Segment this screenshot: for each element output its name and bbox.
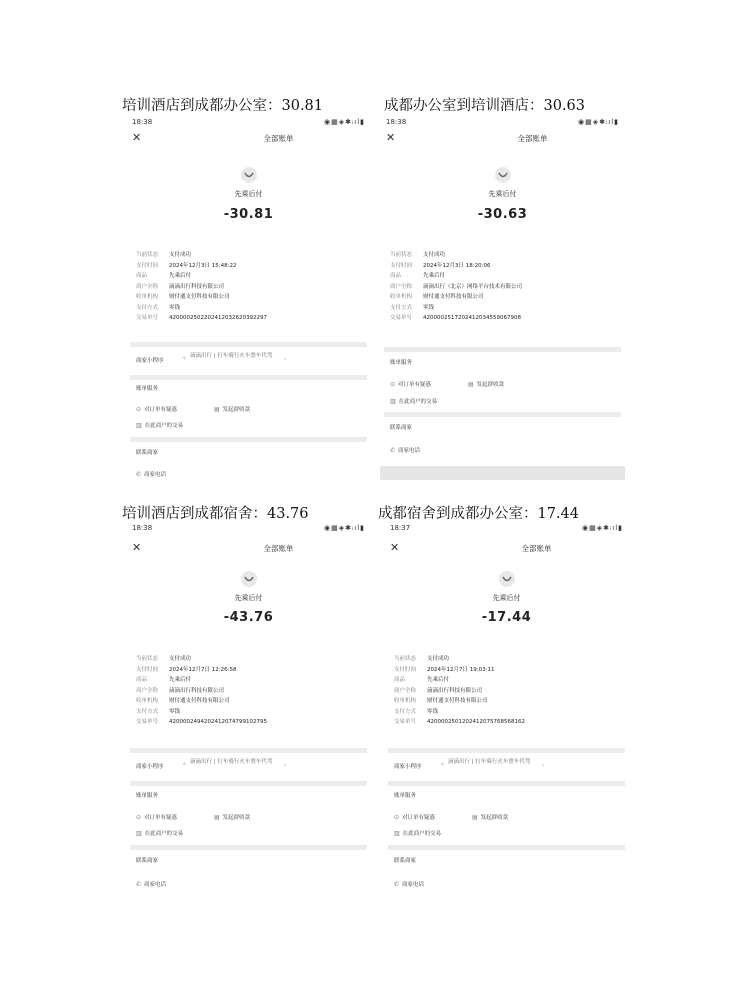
help-icon: ⊙	[390, 381, 396, 388]
detail-value: 4200002501202412075768568162	[427, 719, 525, 725]
detail-label: 商户全称	[136, 687, 159, 694]
detail-list	[390, 250, 615, 324]
page-title: 全部账单	[263, 134, 294, 143]
detail-label: 支付方式	[394, 708, 417, 715]
detail-row	[394, 696, 619, 707]
detail-row	[390, 271, 615, 282]
option-label: 发起群收款	[222, 407, 251, 413]
section-divider	[130, 342, 367, 347]
detail-list	[136, 250, 361, 324]
caption-4: 成都宿舍到成都办公室：17.44	[378, 506, 580, 522]
phone-icon: ✆	[136, 881, 142, 888]
detail-row	[394, 654, 619, 665]
detail-label: 支付时间	[394, 666, 417, 673]
section-divider	[130, 437, 367, 442]
phone-icon: ✆	[394, 881, 400, 888]
detail-value: 财付通支付科技有限公司	[423, 294, 484, 300]
detail-row	[136, 292, 361, 303]
group-collect-option[interactable]	[214, 405, 250, 413]
amount: -17.44	[481, 610, 532, 625]
detail-label: 当前状态	[136, 656, 159, 662]
mini-program-icon: ✧	[182, 355, 188, 362]
detail-row	[136, 303, 361, 314]
signal-icon: ◉▦◈✱ᵢıl▮	[324, 118, 365, 126]
document-icon: ▤	[472, 814, 478, 821]
option-label: 在此商户的交易	[402, 831, 442, 837]
detail-value: 2024年12月7日 12:26:58	[169, 666, 237, 673]
section-title: 账单服务	[390, 360, 413, 366]
close-icon[interactable]: ✕	[132, 131, 142, 144]
detail-label: 当前状态	[390, 252, 413, 258]
mini-program-label: 商家小程序	[136, 764, 164, 770]
detail-label: 支付方式	[136, 304, 159, 311]
section-title: 账单服务	[394, 793, 417, 799]
signal-icon: ◉▦◈✱ᵢıl▮	[578, 118, 619, 126]
detail-label: 商品	[136, 677, 148, 683]
detail-value: 4200002502202412032620392297	[169, 315, 267, 321]
detail-row	[394, 675, 619, 686]
detail-row	[136, 696, 361, 707]
detail-value: 先乘后付	[427, 677, 450, 683]
signal-icon: ◉▦◈✱ᵢıl▮	[582, 524, 623, 532]
detail-label: 交易单号	[136, 315, 159, 321]
detail-value: 滴滴出行（北京）网络平台技术有限公司	[423, 283, 523, 290]
mini-program-row[interactable]	[136, 759, 361, 775]
merchant-logo-icon	[241, 571, 257, 587]
list-icon: ▥	[136, 830, 142, 837]
view-transactions-option[interactable]	[394, 829, 441, 837]
detail-row	[390, 250, 615, 261]
detail-row	[136, 250, 361, 261]
detail-value: 先乘后付	[169, 677, 192, 683]
mini-program-label: 商家小程序	[394, 764, 422, 770]
detail-value: 零钱	[169, 304, 181, 311]
detail-row	[136, 261, 361, 272]
merchant-name: 先乘后付	[234, 190, 263, 198]
section-divider	[384, 412, 621, 417]
close-icon[interactable]: ✕	[132, 541, 142, 554]
page-title: 全部账单	[263, 544, 294, 553]
option-label: 商家电话	[144, 882, 167, 888]
option-label: 对订单有疑惑	[144, 407, 178, 413]
detail-row	[390, 303, 615, 314]
status-time: 18:38	[132, 524, 153, 532]
detail-value: 零钱	[427, 708, 439, 715]
amount: -43.76	[223, 610, 274, 625]
detail-value: 2024年12月3日 18:20:06	[423, 262, 491, 269]
option-label: 在此商户的交易	[144, 831, 184, 837]
caption-2: 成都办公室到培训酒店：30.63	[384, 98, 586, 114]
receipt-panel-2	[380, 117, 625, 484]
chevron-right-icon: ›	[542, 762, 545, 769]
bottom-bar	[380, 466, 625, 480]
detail-value: 滴滴出行科技有限公司	[169, 687, 225, 694]
option-label: 对订单有疑惑	[398, 382, 432, 388]
question-option[interactable]	[136, 813, 177, 821]
group-collect-option[interactable]	[214, 813, 250, 821]
detail-value: 支付成功	[427, 656, 450, 662]
detail-label: 支付时间	[136, 262, 159, 269]
detail-row	[394, 717, 619, 728]
merchant-name: 先乘后付	[234, 594, 263, 602]
view-transactions-option[interactable]	[136, 421, 183, 429]
detail-row	[390, 282, 615, 293]
detail-row	[390, 292, 615, 303]
section-divider	[130, 845, 367, 850]
detail-row	[394, 665, 619, 676]
option-label: 商家电话	[398, 448, 421, 454]
mini-program-value: 滴滴出行 | 打车骑行火车票车代驾	[190, 353, 273, 359]
detail-row	[136, 717, 361, 728]
merchant-name: 先乘后付	[492, 594, 521, 602]
phone-icon: ✆	[136, 471, 142, 478]
detail-label: 商户全称	[394, 687, 417, 694]
detail-list	[394, 654, 619, 728]
merchant-logo-icon	[241, 167, 257, 183]
detail-label: 支付方式	[390, 304, 413, 311]
detail-label: 当前状态	[136, 252, 159, 258]
merchant-logo-icon	[499, 571, 515, 587]
amount: -30.81	[223, 207, 274, 222]
status-time: 18:38	[386, 118, 407, 126]
detail-row	[136, 654, 361, 665]
status-bar	[132, 523, 365, 535]
mini-program-icon: ✧	[182, 761, 188, 768]
mini-program-label: 商家小程序	[136, 358, 164, 364]
help-icon: ⊙	[136, 814, 142, 821]
detail-value: 2024年12月3日 15:48:22	[169, 262, 237, 269]
phone-option[interactable]	[136, 470, 166, 478]
detail-value: 滴滴出行科技有限公司	[169, 283, 225, 290]
chevron-right-icon: ›	[284, 356, 287, 363]
question-option[interactable]	[390, 380, 431, 388]
help-icon: ⊙	[394, 814, 400, 821]
section-divider	[130, 781, 367, 786]
detail-row	[394, 707, 619, 718]
detail-value: 4200002494202412074799102795	[169, 719, 267, 725]
detail-value: 支付成功	[423, 252, 446, 258]
caption-3: 培训酒店到成都宿舍：43.76	[122, 506, 309, 522]
detail-label: 支付方式	[136, 708, 159, 715]
option-label: 发起群收款	[480, 815, 509, 821]
detail-row	[136, 686, 361, 697]
amount: -30.63	[477, 207, 528, 222]
receipt-panel-4	[384, 523, 629, 908]
signal-icon: ◉▦◈✱ᵢıl▮	[324, 524, 365, 532]
question-option[interactable]	[136, 405, 177, 413]
detail-value: 4200002517202412034559067908	[423, 315, 521, 321]
section-divider	[384, 347, 621, 352]
detail-row	[136, 675, 361, 686]
phone-icon: ✆	[390, 447, 396, 454]
detail-value: 零钱	[169, 708, 181, 715]
detail-label: 收单机构	[394, 698, 417, 704]
detail-value: 支付成功	[169, 656, 192, 662]
detail-value: 支付成功	[169, 252, 192, 258]
detail-value: 财付通支付科技有限公司	[427, 698, 488, 704]
section-title: 账单服务	[136, 793, 159, 799]
detail-list	[136, 654, 361, 728]
detail-row	[390, 261, 615, 272]
detail-row	[136, 282, 361, 293]
option-label: 发起群收款	[476, 382, 505, 388]
page-title: 全部账单	[521, 544, 552, 553]
detail-value: 财付通支付科技有限公司	[169, 294, 230, 300]
detail-value: 先乘后付	[423, 273, 446, 279]
document-icon: ▤	[214, 814, 220, 821]
detail-row	[390, 313, 615, 324]
list-icon: ▥	[136, 422, 142, 429]
detail-row	[136, 271, 361, 282]
close-icon[interactable]: ✕	[390, 541, 400, 554]
mini-program-icon: ✧	[440, 761, 446, 768]
detail-label: 收单机构	[390, 294, 413, 300]
section-title: 联系商家	[394, 858, 417, 864]
help-icon: ⊙	[136, 406, 142, 413]
status-bar	[132, 117, 365, 129]
section-divider	[388, 781, 625, 786]
status-bar	[386, 117, 619, 129]
detail-label: 交易单号	[390, 315, 413, 321]
receipt-panel-3	[126, 523, 371, 908]
detail-label: 商品	[136, 273, 148, 279]
detail-label: 支付时间	[136, 666, 159, 673]
detail-label: 支付时间	[390, 262, 413, 269]
list-icon: ▥	[390, 398, 396, 405]
section-divider	[130, 375, 367, 380]
receipt-panel-1	[126, 117, 371, 502]
list-icon: ▥	[394, 830, 400, 837]
merchant-logo-icon	[495, 167, 511, 183]
phone-option[interactable]	[136, 880, 166, 888]
detail-value: 滴滴出行科技有限公司	[427, 687, 483, 694]
section-title: 联系商家	[136, 858, 159, 864]
document-icon: ▤	[214, 406, 220, 413]
phone-option[interactable]	[394, 880, 424, 888]
option-label: 商家电话	[402, 882, 425, 888]
group-collect-option[interactable]	[468, 380, 504, 388]
option-label: 在此商户的交易	[398, 399, 438, 405]
detail-row	[136, 707, 361, 718]
question-option[interactable]	[394, 813, 435, 821]
detail-row	[394, 686, 619, 697]
section-title: 联系商家	[136, 450, 159, 456]
detail-label: 商品	[390, 273, 402, 279]
option-label: 在此商户的交易	[144, 423, 184, 429]
mini-program-value: 滴滴出行 | 打车骑行火车票车代驾	[448, 759, 531, 765]
detail-value: 2024年12月7日 19:03:11	[427, 666, 495, 673]
detail-label: 收单机构	[136, 294, 159, 300]
detail-row	[136, 665, 361, 676]
document-icon: ▤	[468, 381, 474, 388]
detail-label: 收单机构	[136, 698, 159, 704]
detail-label: 当前状态	[394, 656, 417, 662]
detail-value: 财付通支付科技有限公司	[169, 698, 230, 704]
detail-value: 先乘后付	[169, 273, 192, 279]
option-label: 对订单有疑惑	[402, 815, 436, 821]
view-transactions-option[interactable]	[390, 397, 437, 405]
mini-program-value: 滴滴出行 | 打车骑行火车票车代驾	[190, 759, 273, 765]
page-title: 全部账单	[517, 134, 548, 143]
option-label: 商家电话	[144, 472, 167, 478]
view-transactions-option[interactable]	[136, 829, 183, 837]
section-divider	[388, 845, 625, 850]
chevron-right-icon: ›	[284, 762, 287, 769]
mini-program-row[interactable]	[394, 759, 619, 775]
detail-label: 交易单号	[394, 719, 417, 725]
merchant-name: 先乘后付	[488, 190, 517, 198]
detail-label: 商户全称	[136, 283, 159, 290]
status-time: 18:38	[132, 118, 153, 126]
option-label: 对订单有疑惑	[144, 815, 178, 821]
status-time: 18:37	[390, 524, 411, 532]
section-title: 联系商家	[390, 425, 413, 431]
detail-label: 商户全称	[390, 283, 413, 290]
detail-value: 零钱	[423, 304, 435, 311]
section-divider	[388, 748, 625, 753]
mini-program-row[interactable]	[136, 353, 361, 369]
caption-1: 培训酒店到成都办公室：30.81	[122, 98, 324, 114]
section-divider	[130, 748, 367, 753]
detail-label: 商品	[394, 677, 406, 683]
detail-label: 交易单号	[136, 719, 159, 725]
group-collect-option[interactable]	[472, 813, 508, 821]
close-icon[interactable]: ✕	[386, 131, 396, 144]
status-bar	[390, 523, 623, 535]
detail-row	[136, 313, 361, 324]
section-title: 账单服务	[136, 386, 159, 392]
phone-option[interactable]	[390, 446, 420, 454]
option-label: 发起群收款	[222, 815, 251, 821]
